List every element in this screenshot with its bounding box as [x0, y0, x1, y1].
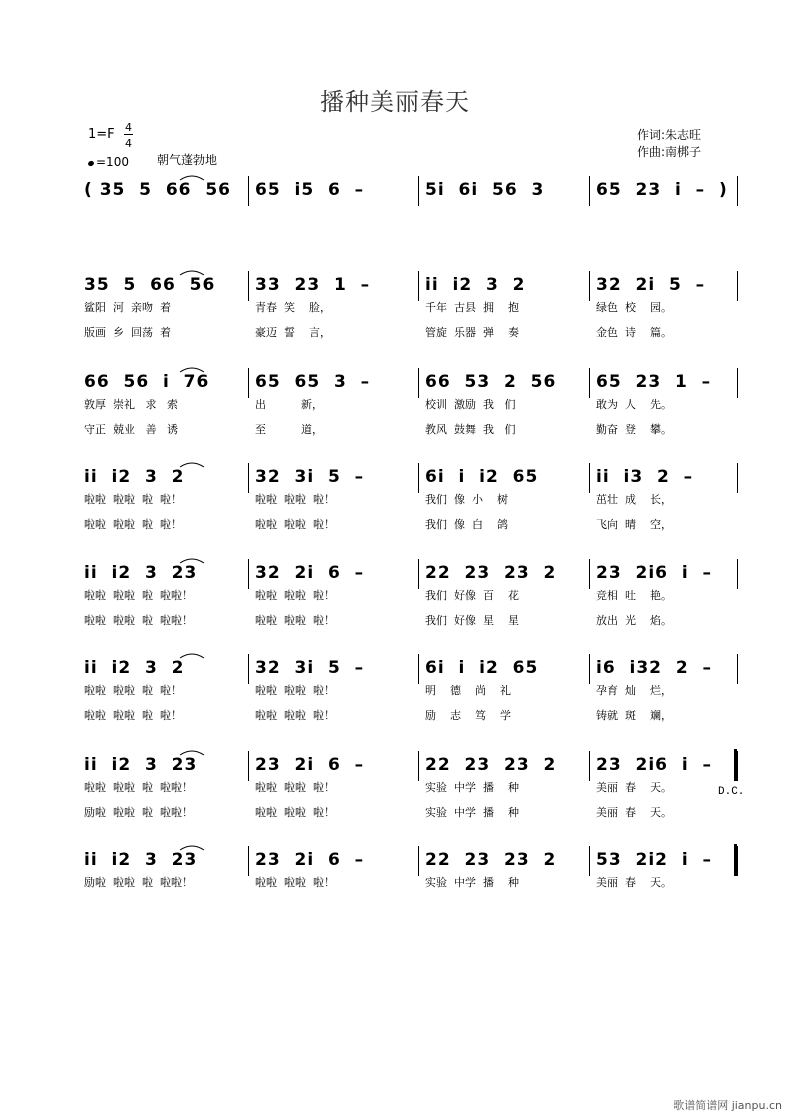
- lyric-line: 啦啦 啦啦 啦！: [255, 781, 335, 794]
- lyric-line: 实验 中学 播 种: [425, 781, 519, 794]
- measure-notes: ii i3 2 –: [596, 467, 694, 487]
- measure-notes: 32 2i 6 –: [255, 563, 365, 583]
- tempo-marking: =100: [88, 155, 129, 169]
- lyric-line: 飞向 晴 空，: [596, 518, 672, 531]
- lyric-line: 实验 中学 播 种: [425, 876, 519, 889]
- footer-watermark: 歌谱简谱网 jianpu.cn: [673, 1099, 782, 1112]
- lyric-line: 啦啦 啦啦 啦！: [255, 876, 335, 889]
- da-capo-mark: D.C.: [718, 786, 745, 798]
- lyric-line: 美丽 春 天。: [596, 876, 672, 889]
- lyric-line: 敦厚 崇礼 求 索: [84, 398, 178, 411]
- measure-notes: 6i i i2 65: [425, 467, 539, 487]
- lyric-line: 啦啦 啦啦 啦！: [255, 589, 335, 602]
- beam-lines: [0, 741, 790, 781]
- lyric-line: 校训 激励 我 们: [425, 398, 516, 411]
- measure-notes: 65 65 3 –: [255, 372, 371, 392]
- lyric-line: 励 志 笃 学: [425, 709, 511, 722]
- lyric-line: 教风 鼓舞 我 们: [425, 423, 516, 436]
- measure-notes: 33 23 1 –: [255, 275, 371, 295]
- measure-notes: 22 23 23 2: [425, 755, 557, 775]
- time-signature-line: [124, 134, 133, 135]
- lyric-line: 啦啦 啦啦 啦 啦！: [84, 684, 182, 697]
- lyric-line: 啦啦 啦啦 啦！: [255, 684, 335, 697]
- measure-notes: 22 23 23 2: [425, 563, 557, 583]
- lyric-line: 茁壮 成 长，: [596, 493, 672, 506]
- lyric-line: 至 道，: [255, 423, 323, 436]
- measure-notes: 65 i5 6 –: [255, 180, 365, 200]
- lyric-line: 孕育 灿 烂，: [596, 684, 672, 697]
- measure-notes: 65 23 1 –: [596, 372, 712, 392]
- slur: [180, 751, 204, 755]
- lyric-line: 敢为 人 先。: [596, 398, 672, 411]
- slur: [180, 463, 204, 467]
- measure-notes: 66 56 i 76: [84, 372, 210, 392]
- slur: [180, 559, 204, 563]
- beam-lines: [0, 166, 790, 206]
- slur: [180, 176, 204, 180]
- beam-lines: [0, 358, 790, 398]
- lyric-line: 啦啦 啦啦 啦！: [255, 614, 335, 627]
- lyric-line: 管旋 乐器 弹 奏: [425, 326, 519, 339]
- song-title: 播种美丽春天: [320, 88, 470, 116]
- measure-notes: 35 5 66 56: [84, 275, 216, 295]
- lyric-line: 励啦 啦啦 啦 啦啦！: [84, 806, 193, 819]
- beam-lines: [0, 836, 790, 876]
- slur: [180, 846, 204, 850]
- beam-lines: [0, 261, 790, 301]
- lyric-line: 金色 诗 篇。: [596, 326, 672, 339]
- beam-lines: [0, 644, 790, 684]
- lyric-line: 啦啦 啦啦 啦！: [255, 709, 335, 722]
- measure-notes: 23 2i6 i –: [596, 755, 712, 775]
- lyric-line: 啦啦 啦啦 啦 啦！: [84, 709, 182, 722]
- lyric-line: 绿色 校 园。: [596, 301, 672, 314]
- measure-notes: 23 2i6 i –: [596, 563, 712, 583]
- measure-notes: 65 23 i – ): [596, 180, 728, 200]
- lyric-line: 勤奋 登 攀。: [596, 423, 672, 436]
- measure-notes: ii i2 3 2: [84, 467, 185, 487]
- lyric-line: 美丽 春 天。: [596, 806, 672, 819]
- lyric-line: 我们 好像 百 花: [425, 589, 519, 602]
- lyric-line: 铸就 斑 斓，: [596, 709, 672, 722]
- beam-lines: [0, 549, 790, 589]
- time-signature-top: 4: [125, 121, 132, 134]
- credits: [637, 127, 701, 161]
- slur: [180, 271, 204, 275]
- measure-notes: 23 2i 6 –: [255, 755, 365, 775]
- measure-notes: 32 2i 5 –: [596, 275, 706, 295]
- measure-notes: ( 35 5 66 56: [84, 180, 231, 200]
- lyricist: 作词:朱志旺: [637, 128, 702, 142]
- lyric-line: 我们 好像 星 星: [425, 614, 519, 627]
- composer: 作曲:南梆子: [637, 145, 702, 159]
- measure-notes: 66 53 2 56: [425, 372, 557, 392]
- lyric-line: 啦啦 啦啦 啦！: [255, 518, 335, 531]
- lyric-line: 豪迈 誓 言，: [255, 326, 331, 339]
- lyric-line: 鲨阳 河 亲吻 着: [84, 301, 171, 314]
- slur: [180, 654, 204, 658]
- lyric-line: 守正 兢业 善 诱: [84, 423, 178, 436]
- lyric-line: 我们 像 小 树: [425, 493, 508, 506]
- measure-notes: 5i 6i 56 3: [425, 180, 545, 200]
- measure-notes: 32 3i 5 –: [255, 467, 365, 487]
- lyric-line: 励啦 啦啦 啦 啦啦！: [84, 876, 193, 889]
- lyric-line: 啦啦 啦啦 啦 啦！: [84, 493, 182, 506]
- lyric-line: 啦啦 啦啦 啦 啦啦！: [84, 589, 193, 602]
- lyric-line: 竞相 吐 艳。: [596, 589, 672, 602]
- measure-notes: 6i i i2 65: [425, 658, 539, 678]
- lyric-line: 啦啦 啦啦 啦！: [255, 493, 335, 506]
- measure-notes: 53 2i2 i –: [596, 850, 712, 870]
- time-signature-bottom: 4: [125, 137, 132, 150]
- lyric-line: 啦啦 啦啦 啦 啦！: [84, 518, 182, 531]
- lyric-line: 青春 笑 脸，: [255, 301, 331, 314]
- measure-notes: ii i2 3 23: [84, 850, 198, 870]
- lyric-line: 啦啦 啦啦 啦 啦啦！: [84, 614, 193, 627]
- measure-notes: ii i2 3 2: [425, 275, 526, 295]
- key-signature: 1=F: [88, 127, 115, 142]
- lyric-line: 千年 古县 拥 抱: [425, 301, 519, 314]
- beam-lines: [0, 453, 790, 493]
- lyric-line: 明 德 尚 礼: [425, 684, 511, 697]
- measure-notes: 32 3i 5 –: [255, 658, 365, 678]
- measure-notes: ii i2 3 2: [84, 658, 185, 678]
- lyric-line: 实验 中学 播 种: [425, 806, 519, 819]
- lyric-line: 版画 乡 回荡 着: [84, 326, 171, 339]
- lyric-line: 啦啦 啦啦 啦 啦啦！: [84, 781, 193, 794]
- measure-notes: ii i2 3 23: [84, 563, 198, 583]
- lyric-line: 美丽 春 天。: [596, 781, 672, 794]
- expression-marking: 朝气蓬勃地: [157, 153, 218, 167]
- slur: [180, 368, 204, 372]
- measure-notes: 22 23 23 2: [425, 850, 557, 870]
- measure-notes: 23 2i 6 –: [255, 850, 365, 870]
- measure-notes: i6 i32 2 –: [596, 658, 712, 678]
- lyric-line: 我们 像 白 鸽: [425, 518, 508, 531]
- lyric-line: 出 新，: [255, 398, 323, 411]
- lyric-line: 放出 光 焰。: [596, 614, 672, 627]
- lyric-line: 啦啦 啦啦 啦！: [255, 806, 335, 819]
- measure-notes: ii i2 3 23: [84, 755, 198, 775]
